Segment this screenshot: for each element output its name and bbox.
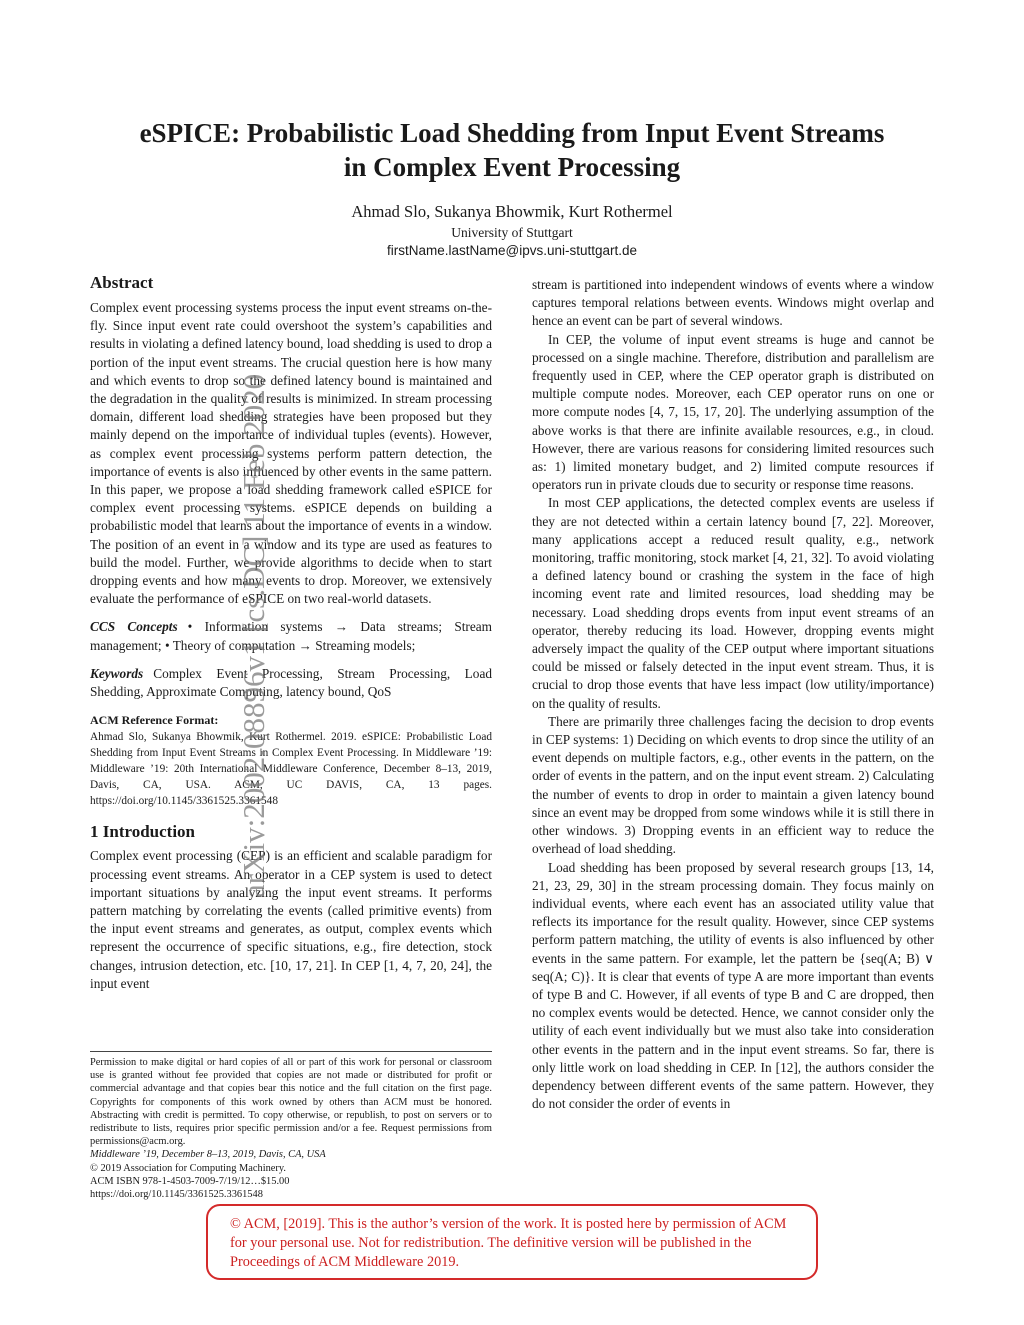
arxiv-watermark	[236, 308, 271, 898]
paragraph-2: In CEP, the volume of input event streams is huge and cannot be processed on a single machine. Therefore, distribution and parallelism are frequently used in CEP, where the CEP operator graph is distributed on multiple compute nodes. Moreover, each CEP operator runs on one or more compute nodes [4, 7, 15, 17, 20]. The underlying assumption of the above works is that there are infinite available resources, e.g., in cloud. However, there are various reasons for considering limited resources such as: 1) limited monetary budget, and 2) limited compute resources if operators run in private clouds due to security or response time reasons.	[532, 331, 934, 493]
introduction-heading: 1 Introduction	[90, 822, 196, 842]
ccs-label: CCS Concepts	[90, 619, 178, 635]
paragraph-5: Load shedding has been proposed by several research groups [13, 14, 21, 23, 29, 30] in the stream processing domain. They focus mainly on individual events, where each event has an associated utility value that reflects its importance for the result quality. However, since CEP systems perform pattern matching, the utility of events is also influenced by other events in the same pattern. For example, let the pattern be {seq(A; B) ∨ seq(A; C)}. It is clear that events of type A are more important than events of type B and C. However, if all events of type B and C are dropped, then no complex events would be detected. Hence, we cannot consider only the utility of each event individually but we must also take into consideration other events in the pattern and in the input event streams. So far, there is only little work on load shedding in CEP. In [12], the authors consider the dependency between different events of the same pattern. However, they do not consider the order of events in	[532, 859, 934, 1112]
permission-footnote	[90, 1051, 492, 1201]
venue-line: Middleware ’19, December 8–13, 2019, Davis, CA, USA	[90, 1149, 326, 1161]
ccs-concepts	[90, 618, 492, 654]
paragraph-1: stream is partitioned into independent windows of events where a window captures temporal relations between events. Windows might overlap and hence an event can be part of several windows.	[532, 277, 934, 329]
title-line-1: eSPICE: Probabilistic Load Shedding from Input Event Streams	[139, 118, 885, 148]
paragraph-3: In most CEP applications, the detected complex events are useless if they are not detected within a certain latency bound [7, 22]. Moreover, many applications accept a reduced result quality, e.g., network monitoring, traffic monitoring, stock market [4, 21, 32]. To avoid violating a defined latency bound or crashing the system in the face of high incoming event rate and limited resources, load shedding may be necessary. Load shedding drops events from input event streams of an operator, thereby reducing its load. However, dropping events might adversely impact the quality of the CEP output where important situations could be missed or falsely detected in the input event stream. Thus, it is crucial to drop those events that have less impact (low utility/importance) on the quality of results.	[532, 495, 934, 711]
doi-link[interactable]: https://doi.org/10.1145/3361525.3361548	[90, 1189, 263, 1201]
ccs-text: • Information systems → Data streams; Stream management; • Theory of computation → Streaming models;	[90, 619, 492, 653]
authors: Ahmad Slo, Sukanya Bhowmik, Kurt Rothermel	[351, 202, 673, 221]
introduction-text: Complex event processing (CEP) is an efficient and scalable paradigm for processing event streams. An operator in a CEP system is used to detect important situations by analyzing the input event streams. It performs pattern matching by correlating the events (called primitive events) from the input event streams and generates, as output, complex events which represent the occurrence of specific situations, e.g., fire detection, stock changes, intrusion detection, etc. [10, 17, 21]. In CEP [1, 4, 7, 20, 24], the input event	[90, 848, 492, 991]
paper-title	[60, 116, 964, 184]
keywords-label: Keywords	[90, 665, 144, 681]
copyright-notice-box	[206, 1204, 818, 1280]
abstract-heading: Abstract	[90, 273, 154, 292]
keywords	[90, 665, 492, 701]
abstract-text: Complex event processing systems process the input event streams on-the-fly. Since input event rate could overshoot the system’s capabilities and results in violating a defined latency bound, load shedding is used to drop a portion of the input event streams. The crucial question here is how many and which events to drop so the defined latency bound is maintained and the degradation in the quality of results is minimized. In stream processing domain, different load shedding strategies have been proposed but they mainly depend on the importance of individual tuples (events). However, as complex event processing systems perform pattern detection, the importance of events is also influenced by other events in the same pattern. In this paper, we propose a load shedding framework called eSPICE for complex event processing systems. eSPICE depends on building a probabilistic model that learns about the importance of events in a window. The position of an event in a window and its type are used as features to build the model. Further, we provide algorithms to decide when to start dropping events and how many events to drop. Moreover, we extensively evaluate the performance of eSPICE on two real-world datasets.	[90, 300, 492, 607]
isbn-line: ACM ISBN 978-1-4503-7009-7/19/12…$15.00	[90, 1175, 290, 1187]
keywords-text: Complex Event Processing, Stream Processing, Load Shedding, Approximate Computing, latency bound, QoS	[90, 665, 492, 700]
left-column	[90, 272, 492, 993]
permission-text: Permission to make digital or hard copies of all or part of this work for personal or classroom use is granted without fee provided that copies are not made or distributed for profit or commercial advantage and that copies bear this notice and the full citation on the first page. Copyrights for components of this work owned by others than ACM must be honored. Abstracting with credit is permitted. To copy otherwise, or republish, to post on servers or to redistribute to lists, requires prior specific permission and/or a fee. Request permissions from permissions@acm.org.	[90, 1057, 492, 1148]
copyright-line: © 2019 Association for Computing Machinery.	[90, 1162, 286, 1174]
right-column	[532, 276, 934, 1113]
title-line-2: in Complex Event Processing	[343, 152, 681, 182]
notice-text: © ACM, [2019]. This is the author’s version of the work. It is posted here by permission of ACM for your personal use. Not for redistribution. The definitive version will be published in the Proceedings of ACM Middleware 2019.	[230, 1216, 787, 1270]
paragraph-4: There are primarily three challenges facing the decision to drop events in CEP systems: 1) Deciding on which events to drop since the utility of an event depends on multiple factors, e.g., other events in the pattern, on the order of events in the pattern, and on the input event stream. 2) Calculating the number of events to drop in order to maintain a given latency bound since an event may be dropped from some windows while it is still there in other windows. 3) Dropping events in an efficient way to reduce the overhead of load shedding.	[532, 713, 934, 857]
email: firstName.lastName@ipvs.uni-stuttgart.de	[386, 243, 638, 258]
acm-reference-text: Ahmad Slo, Sukanya Bhowmik, Kurt Rothermel. 2019. eSPICE: Probabilistic Load Shedding from Input Event Streams in Complex Event Processing. In Middleware ’19: Middleware ’19: 20th International Middleware Conference, December 8–13, 2019, Davis, CA, USA. ACM, UC DAVIS, CA, 13 pages. https://doi.org/10.1145/3361525.3361548	[90, 731, 492, 808]
arxiv-id[interactable]: arXiv:2002.08896v1 [cs.DC] 11 Feb 2020	[236, 373, 271, 898]
affiliation: University of Stuttgart	[451, 225, 573, 240]
acm-reference-heading: ACM Reference Format:	[90, 713, 219, 728]
